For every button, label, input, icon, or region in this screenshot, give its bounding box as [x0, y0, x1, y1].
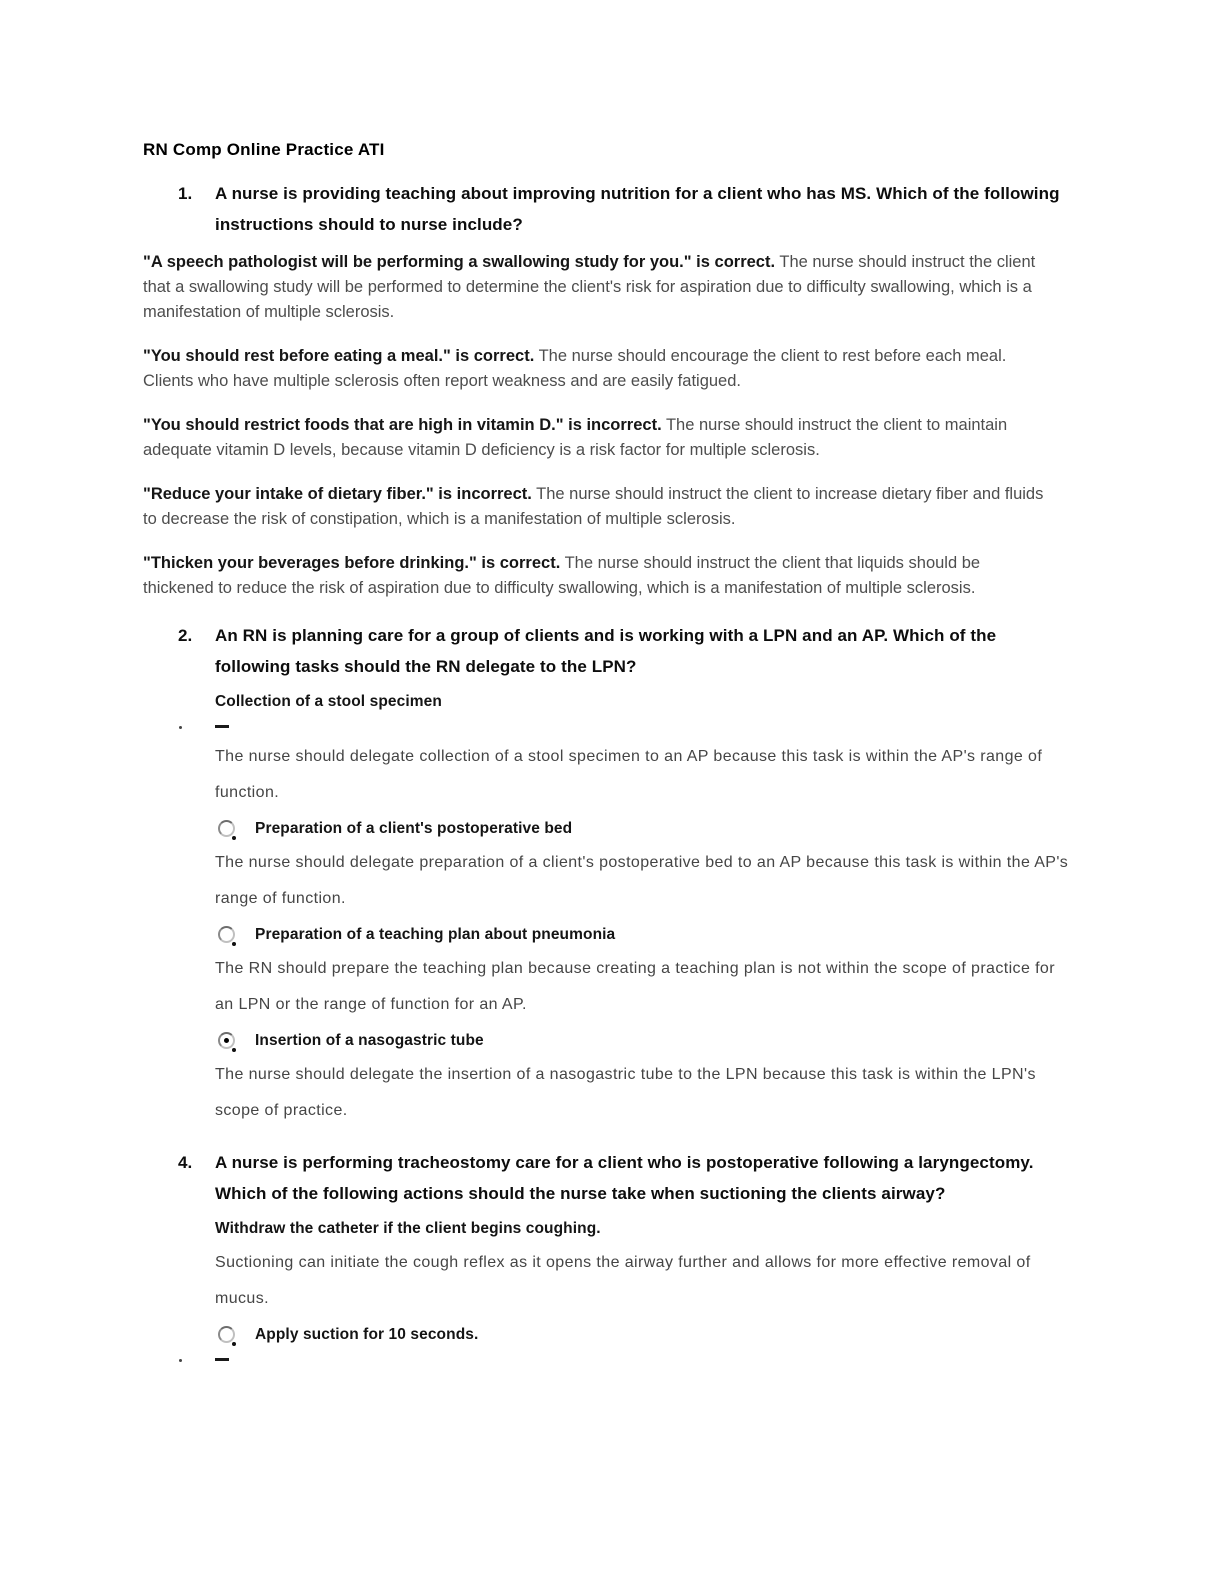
option-label-row: [143, 1219, 1164, 1239]
bullet-dot-icon: [179, 1359, 182, 1362]
option-label-row: [143, 1325, 1164, 1345]
rationale-paragraph: [143, 482, 1048, 532]
rationale-paragraph: [143, 344, 1048, 394]
radio-button-icon[interactable]: [218, 1326, 235, 1343]
option-label: Insertion of a nasogastric tube: [255, 1032, 484, 1049]
option-explanation: The nurse should delegate preparation of a client's postoperative bed to an AP because this task is within the AP's range of function.: [215, 854, 1069, 907]
rationale-text: The nurse should instruct the client that liquids should be thickened to reduce the risk of aspiration due to difficulty swallowing, which is a manifestation of multiple sclerosis.: [143, 554, 981, 597]
rationale-verdict: "A speech pathologist will be performing a swallowing study for you." is correct.: [143, 253, 776, 271]
rationale-text: The nurse should encourage the client to rest before each meal. Clients who have multiple sclerosis often report weakness and are easily fatigued.: [143, 347, 1007, 390]
answer-option: [143, 1325, 1164, 1366]
rationale-paragraph: [143, 250, 1048, 325]
bullet-dot-icon: [179, 726, 182, 729]
rationale-verdict: "Reduce your intake of dietary fiber." is incorrect.: [143, 485, 532, 503]
option-explanation: Suctioning can initiate the cough reflex as it opens the airway further and allows for more effective removal of mucus.: [215, 1254, 1031, 1307]
page-title: RN Comp Online Practice ATI: [143, 140, 385, 159]
question-number: 1.: [178, 184, 193, 203]
rationale-text: The nurse should instruct the client to increase dietary fiber and fluids to decrease the risk of constipation, which is a manifestation of multiple sclerosis.: [143, 485, 1044, 528]
stray-list-marker: [143, 720, 1164, 733]
question-number: 4.: [178, 1153, 193, 1172]
radio-button-icon[interactable]: [218, 1032, 235, 1049]
option-explanation: The RN should prepare the teaching plan because creating a teaching plan is not within the scope of practice for an LPN or the range of function for an AP.: [215, 960, 1055, 1013]
rationale-verdict: "You should rest before eating a meal." is correct.: [143, 347, 535, 365]
answer-option: [143, 1219, 1164, 1317]
option-label: Withdraw the catheter if the client begins coughing.: [215, 1220, 601, 1237]
dash-icon: [215, 1358, 229, 1361]
question-text: An RN is planning care for a group of clients and is working with a LPN and an AP. Which of the following tasks should the RN delegate to the LPN?: [215, 626, 997, 676]
option-label-row: [143, 925, 1164, 945]
rationale-verdict: "Thicken your beverages before drinking." is correct.: [143, 554, 561, 572]
rationale-paragraph: [143, 551, 1048, 601]
question-number: 2.: [178, 626, 193, 645]
option-label-row: [143, 1031, 1164, 1051]
dash-icon: [215, 725, 229, 728]
question-text: A nurse is performing tracheostomy care for a client who is postoperative following a laryngectomy. Which of the following actions should the nurse take when suctioning the clients airway?: [215, 1153, 1034, 1203]
answer-option: [143, 1031, 1164, 1129]
question-heading: [143, 620, 1075, 682]
option-label: Preparation of a client's postoperative bed: [255, 820, 573, 837]
rationale-text: The nurse should instruct the client that a swallowing study will be performed to determine the client's risk for aspiration due to difficulty swallowing, which is a manifestation of multiple sclerosis.: [143, 253, 1036, 321]
document-content: [143, 178, 1164, 1366]
answer-option: [143, 925, 1164, 1023]
question-heading: [143, 1147, 1075, 1209]
option-label: Collection of a stool specimen: [215, 693, 442, 710]
rationale-verdict: "You should restrict foods that are high in vitamin D." is incorrect.: [143, 416, 662, 434]
rationale-text: The nurse should instruct the client to maintain adequate vitamin D levels, because vitamin D deficiency is a risk factor for multiple sclerosis.: [143, 416, 1008, 459]
radio-button-icon[interactable]: [218, 926, 235, 943]
answer-option: [143, 819, 1164, 917]
option-label-row: [143, 819, 1164, 839]
answer-option: [143, 692, 1164, 811]
option-explanation: The nurse should delegate collection of a stool specimen to an AP because this task is within the AP's range of function.: [215, 748, 1043, 801]
rationale-paragraph: [143, 413, 1048, 463]
stray-list-marker: [143, 1353, 1164, 1366]
option-label: Apply suction for 10 seconds.: [255, 1326, 479, 1343]
question-text: A nurse is providing teaching about improving nutrition for a client who has MS. Which of the following instructions should to nurse include?: [215, 184, 1060, 234]
radio-button-icon[interactable]: [218, 820, 235, 837]
question-heading: [143, 178, 1075, 240]
option-explanation: The nurse should delegate the insertion of a nasogastric tube to the LPN because this task is within the LPN's scope of practice.: [215, 1066, 1036, 1119]
option-label-row: [143, 692, 1164, 712]
option-label: Preparation of a teaching plan about pneumonia: [255, 926, 616, 943]
